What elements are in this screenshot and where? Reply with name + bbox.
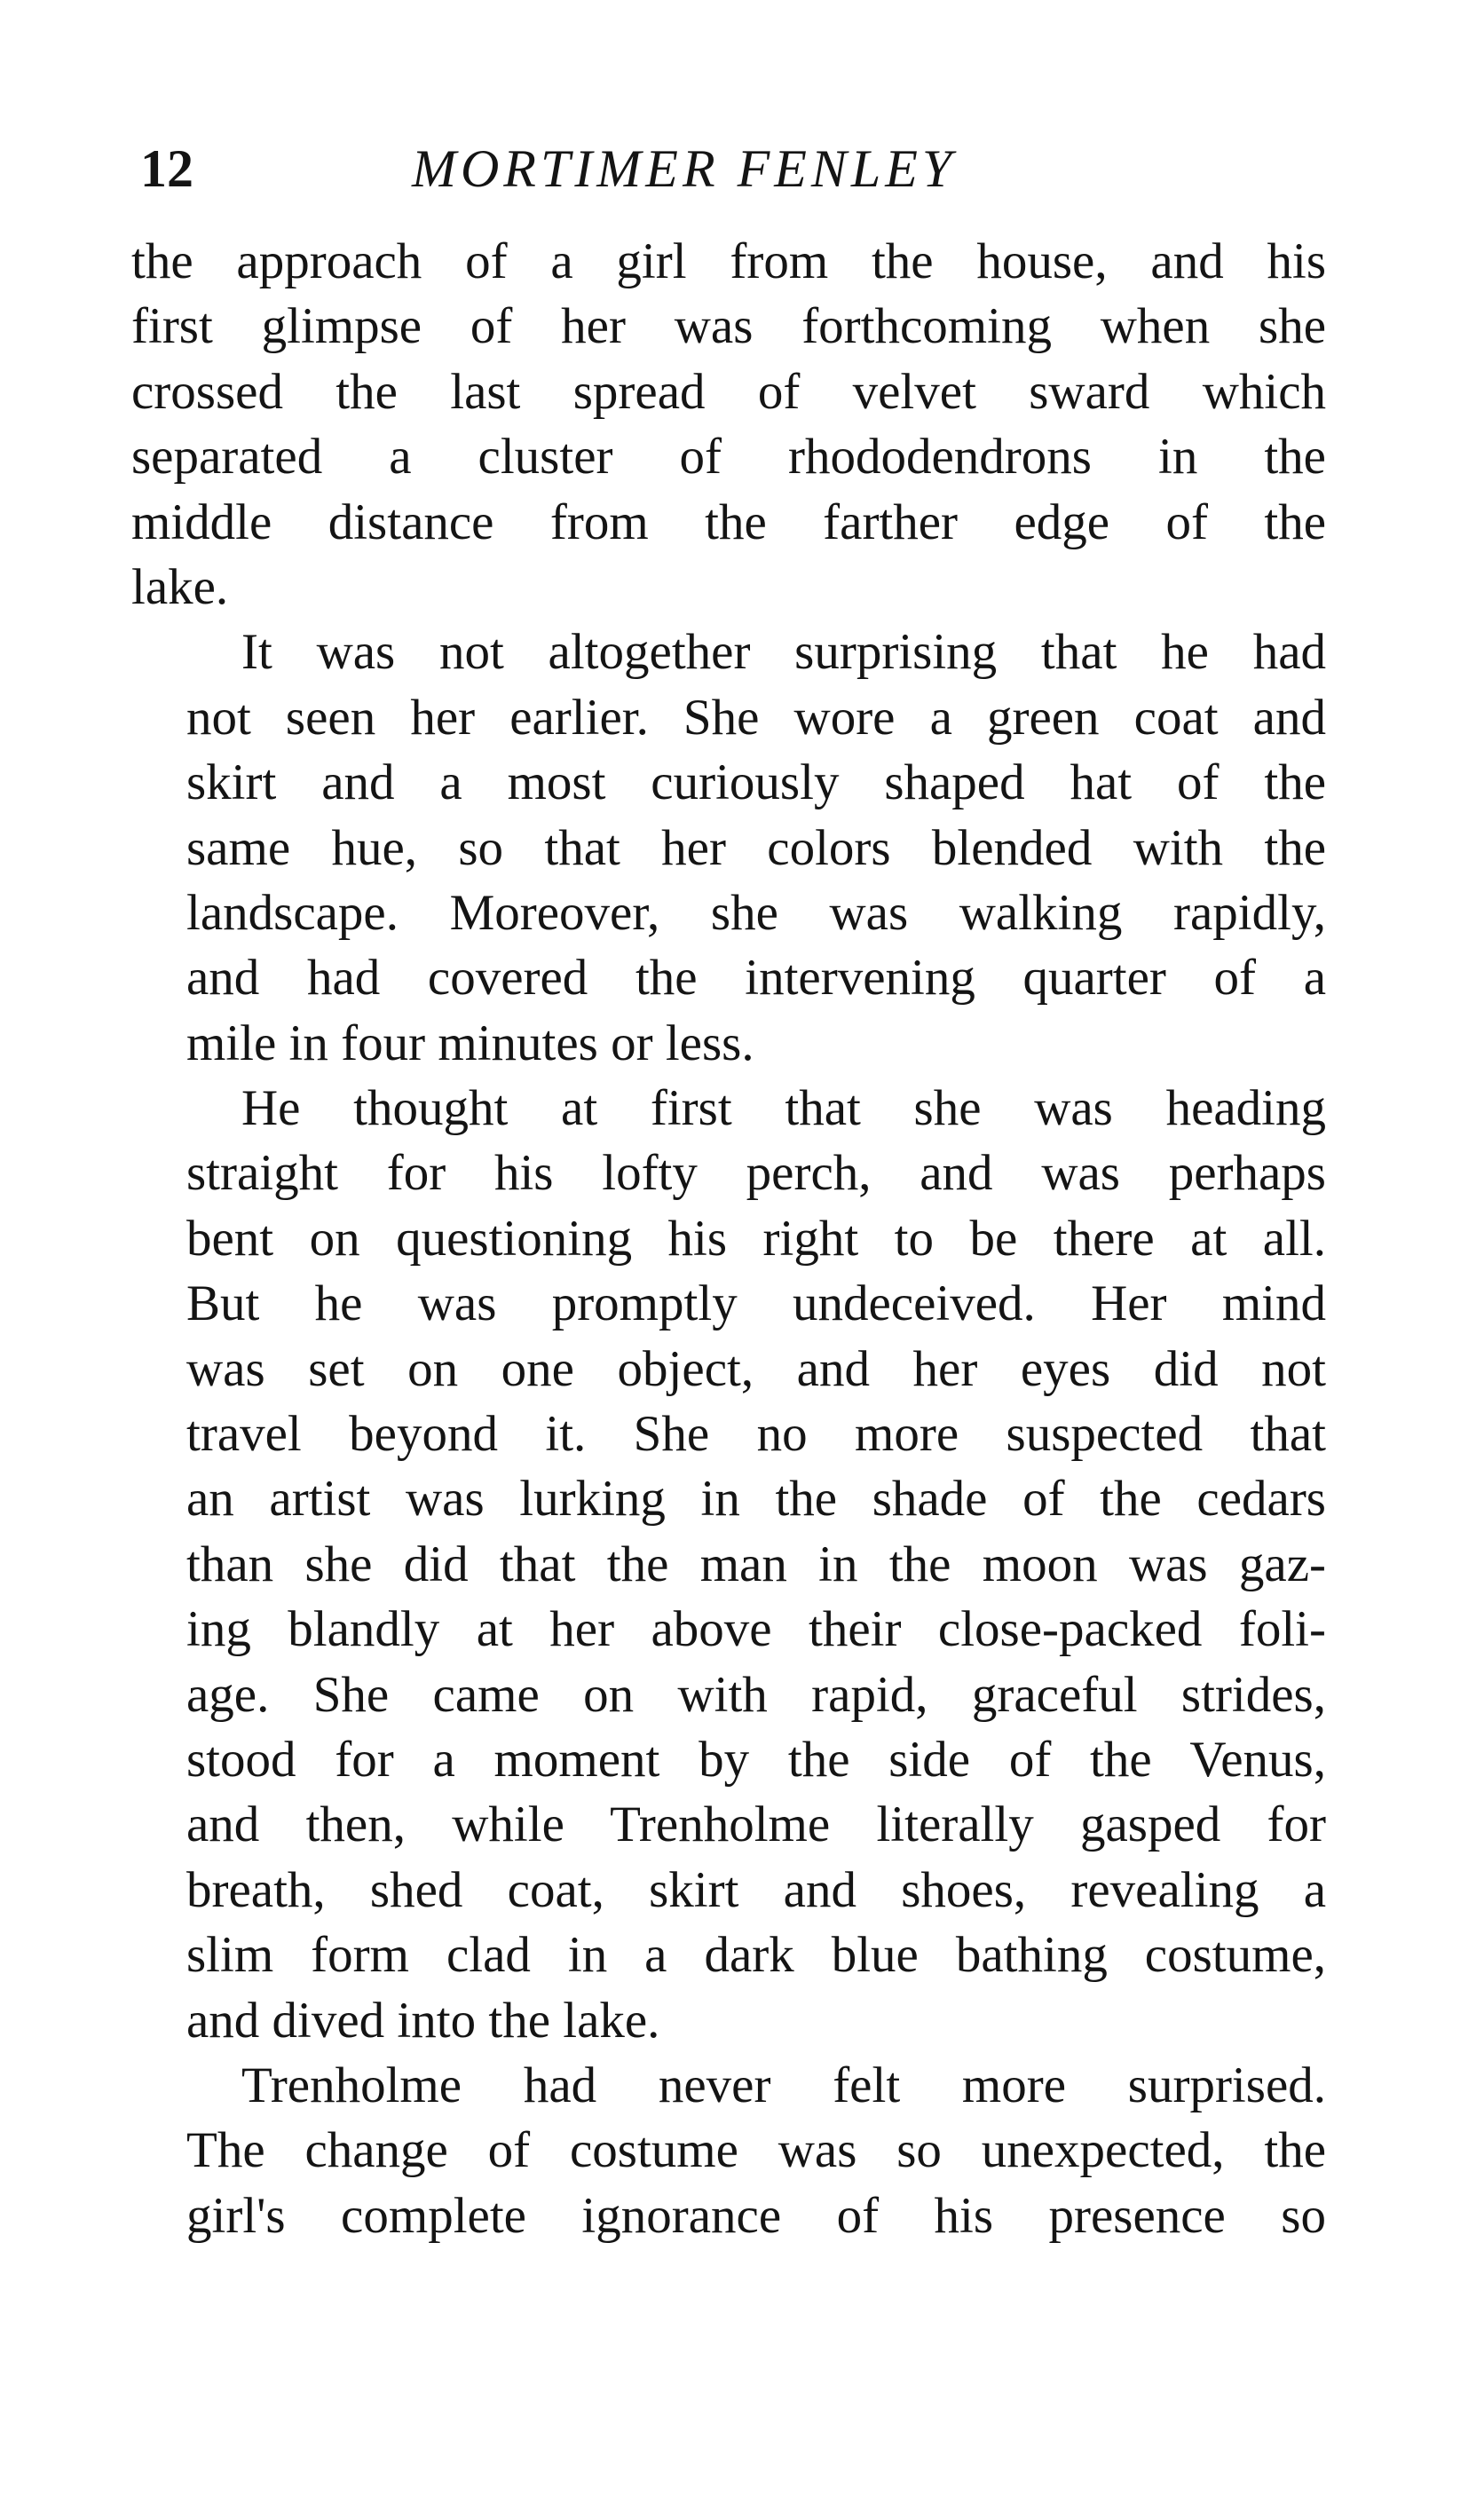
text-line: was set on one object, and her eyes did not [186,1340,1326,1397]
text-line: girl's complete ignorance of his presence so [186,2187,1326,2244]
text-line: slim form clad in a dark blue bathing costume, [186,1927,1326,1984]
text-line: landscape. Moreover, she was walking rapidly, [186,884,1326,941]
body-text [131,229,1326,2248]
running-title: MORTIMER FENLEY [412,139,957,198]
text-line: not seen her earlier. She wore a green coat and [186,689,1326,746]
text-line: and then, while Trenholme literally gasped for [186,1796,1326,1853]
text-line: mile in four minutes or less. [186,1015,754,1071]
paragraph-3 [131,1076,1326,2053]
text-line: an artist was lurking in the shade of the cedars [186,1471,1326,1528]
text-line: than she did that the man in the moon was gaz- [186,1536,1326,1592]
text-line: skirt and a most curiously shaped hat of the [186,754,1326,811]
text-line: and dived into the lake. [186,1992,660,2049]
text-line: He thought at first that she was heading [241,1080,1326,1137]
text-line: Trenholme had never felt more surprised. [241,2057,1326,2113]
text-line: middle distance from the farther edge of the [131,494,1326,550]
text-line: bent on questioning his right to be there at all. [186,1210,1326,1267]
text-line: the approach of a girl from the house, and his [131,233,1326,289]
text-line: The change of costume was so unexpected, the [186,2122,1326,2179]
text-line: crossed the last spread of velvet sward which [131,363,1326,420]
text-line: first glimpse of her was forthcoming when she [131,298,1326,355]
text-line: same hue, so that her colors blended with the [186,819,1326,876]
text-line: separated a cluster of rhododendrons in the [131,429,1326,486]
text-line: and had covered the intervening quarter of a [186,950,1326,1007]
text-line: age. She came on with rapid, graceful strides, [186,1666,1326,1723]
text-line: straight for his lofty perch, and was perhaps [186,1145,1326,1202]
text-line: But he was promptly undeceived. Her mind [186,1275,1326,1332]
running-head [131,124,1338,213]
text-line: lake. [131,558,229,615]
text-line: It was not altogether surprising that he had [241,624,1326,681]
paragraph-4 [131,2053,1326,2248]
text-line: ing blandly at her above their close-packed foli- [186,1601,1326,1658]
text-line: breath, shed coat, skirt and shoes, revealing a [186,1861,1326,1918]
paragraph-2 [131,620,1326,1076]
text-line: stood for a moment by the side of the Venus, [186,1731,1326,1788]
paragraph-1 [131,229,1326,620]
text-line: travel beyond it. She no more suspected that [186,1406,1326,1463]
page-number: 12 [140,139,193,198]
